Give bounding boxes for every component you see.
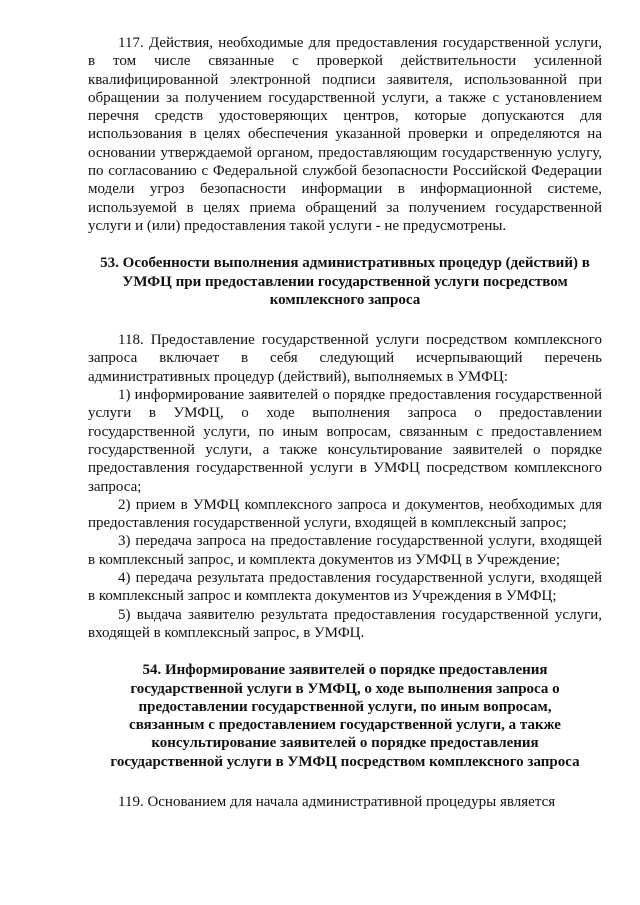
- list-item-5: 5) выдача заявителю результата предоставления государственной услуги, входящей в комплексный запрос, в УМФЦ.: [88, 606, 602, 641]
- document-page: [88, 34, 602, 811]
- section-heading-53: 53. Особенности выполнения административных процедур (действий) в УМФЦ при предоставлении государственной услуги посредством комплексного запроса: [100, 255, 590, 308]
- list-item-3: 3) передача запроса на предоставление государственной услуги, входящей в комплексный запрос, и комплекта документов из УМФЦ в Учреждение;: [88, 533, 602, 568]
- paragraph-117: 117. Действия, необходимые для предоставления государственной услуги, в том числе связанные с проверкой действительности усиленной квалифицированной электронной подписи заявителя, использованной при обращении за получением государственной услуги, а также с установлением перечня средств удостоверяющих центров, которые допускаются для использования в целях обеспечения указанной проверки и определяются на основании утверждаемой органом, предоставляющим государственную услугу, по согласованию с Федеральной службой безопасности Российской Федерации модели угроз безопасности информации в информационной системе, используемой в целях приема обращений за получением государственной услуги и (или) предоставления такой услуги - не предусмотрены.: [88, 35, 602, 234]
- list-item-1: 1) информирование заявителей о порядке предоставления государственной услуги в УМФЦ, о ходе выполнения запроса о предоставлении государственной услуги, по иным вопросам, связанным с предоставлением государственной услуги, а также консультирование заявителей о порядке предоставления государственной услуги в УМФЦ посредством комплексного запроса;: [88, 387, 602, 495]
- list-item-4: 4) передача результата предоставления государственной услуги, входящей в комплексный запрос и комплекта документов из Учреждения в УМФЦ;: [88, 570, 602, 605]
- paragraph-119: 119. Основанием для начала административной процедуры является: [118, 793, 556, 810]
- section-heading-54: 54. Информирование заявителей о порядке предоставления государственной услуги в УМФЦ, о ходе выполнения запроса о предоставлении государственной услуги, по иным вопросам, связанным с предоставлением государственной услуги, а также консультирование заявителей о порядке предоставления государственной услуги в УМФЦ посредством комплексного запроса: [110, 662, 580, 770]
- list-item-2: 2) прием в УМФЦ комплексного запроса и документов, необходимых для предоставления государственной услуги, входящей в комплексный запрос;: [88, 496, 602, 532]
- paragraph-118: 118. Предоставление государственной услуги посредством комплексного запроса включает в себя следующий исчерпывающий перечень административных процедур (действий), выполняемых в УМФЦ:: [88, 332, 602, 385]
